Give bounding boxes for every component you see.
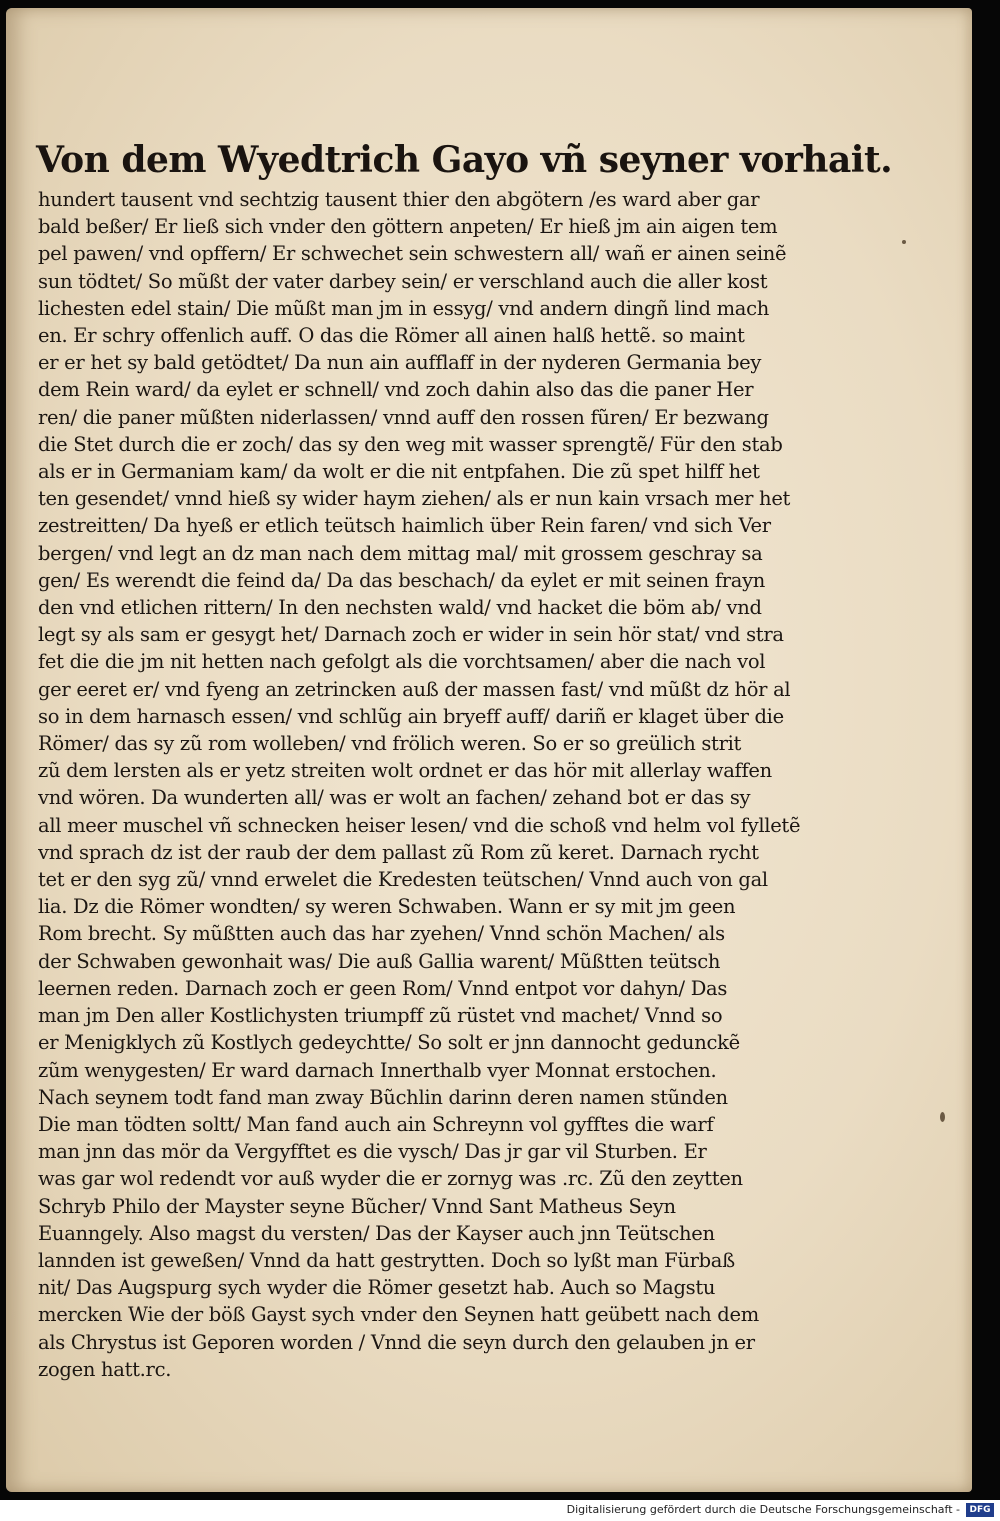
text-line: tet er den syg zũ/ vnnd erwelet die Kredesten teütschen/ Vnnd auch von gal: [38, 868, 768, 892]
text-line: pel pawen/ vnd opffern/ Er schwechet sein schwestern all/ wañ er ainen seinẽ: [38, 242, 787, 266]
text-line: den vnd etlichen rittern/ In den nechsten wald/ vnd hacket die böm ab/ vnd: [38, 596, 762, 620]
text-line: er er het sy bald getödtet/ Da nun ain aufflaff in der nyderen Germania bey: [38, 351, 762, 375]
text-line: er Menigklych zũ Kostlych gedeychtte/ So solt er jnn dannocht gedunckẽ: [38, 1031, 740, 1055]
text-line: fet die die jm nit hetten nach gefolgt als die vorchtsamen/ aber die nach vol: [38, 650, 766, 674]
text-line: mercken Wie der böß Gayst sych vnder den Seynen hatt geübett nach dem: [38, 1303, 759, 1327]
text-line: ger eeret er/ vnd fyeng an zetrincken auß der massen fast/ vnd mũßt dz hör al: [38, 677, 791, 701]
text-line: gen/ Es werendt die feind da/ Da das beschach/ da eylet er mit seinen frayn: [38, 568, 766, 592]
text-line: lannden ist geweßen/ Vnnd da hatt gestrytten. Doch so lyßt man Fürbaß: [38, 1248, 735, 1272]
text-line: hundert tausent vnd sechtzig tausent thier den abgötern /es ward aber gar: [38, 188, 760, 211]
text-line: man jm Den aller Kostlichysten triumpff zũ rüstet vnd machet/ Vnnd so: [38, 1004, 723, 1028]
text-line: Euanngely. Also magst du versten/ Das der Kayser auch jnn Teütschen: [38, 1221, 715, 1245]
text-line: Schryb Philo der Mayster seyne Bũcher/ Vnnd Sant Matheus Seyn: [38, 1194, 676, 1218]
text-line: en. Er schry offenlich auff. O das die Römer all ainen halß hettẽ. so maint: [38, 324, 745, 348]
text-line: legt sy als sam er gesygt het/ Darnach zoch er wider in sein hör stat/ vnd stra: [38, 623, 784, 647]
text-line: was gar wol redendt vor auß wyder die er zornyg was .rc. Zũ den zeytten: [38, 1167, 743, 1191]
text-line: lia. Dz die Römer wondten/ sy weren Schwaben. Wann er sy mit jm geen: [38, 895, 736, 919]
text-line: Die man tödten soltt/ Man fand auch ain Schreynn vol gyfftes die warf: [38, 1112, 714, 1136]
body-text: [38, 186, 942, 1383]
text-line: all meer muschel vñ schnecken heiser lesen/ vnd die schoß vnd helm vol fylletẽ: [38, 813, 801, 837]
text-line: man jnn das mör da Vergyfftet es die vysch/ Das jr gar vil Sturben. Er: [38, 1140, 707, 1164]
text-line: Nach seynem todt fand man zway Bũchlin darinn deren namen stũnden: [38, 1085, 728, 1109]
paper-speck: [940, 1112, 945, 1122]
text-line: zũ dem lersten als er yetz streiten wolt ordnet er das hör mit allerlay waffen: [38, 759, 772, 783]
text-line: als Chrystus ist Geporen worden / Vnnd die seyn durch den gelauben jn er: [38, 1330, 755, 1354]
text-line: so in dem harnasch essen/ vnd schlũg ain bryeff auff/ dariñ er klaget über die: [38, 704, 784, 728]
text-line: lichesten edel stain/ Die mũßt man jm in essyg/ vnd andern dingñ lind mach: [38, 296, 769, 320]
text-line: Rom brecht. Sy mũßtten auch das har zyehen/ Vnnd schön Machen/ als: [38, 922, 725, 946]
text-line: der Schwaben gewonhait was/ Die auß Gallia warent/ Mũßtten teütsch: [38, 949, 721, 973]
text-line: leernen reden. Darnach zoch er geen Rom/ Vnnd entpot vor dahyn/ Das: [38, 976, 728, 1000]
text-line: vnd sprach dz ist der raub der dem pallast zũ Rom zũ keret. Darnach rycht: [38, 840, 759, 864]
text-line: zogen hatt.rc.: [38, 1357, 172, 1381]
text-line: die Stet durch die er zoch/ das sy den weg mit wasser sprengtẽ/ Für den stab: [38, 432, 783, 456]
text-line: dem Rein ward/ da eylet er schnell/ vnd zoch dahin also das die paner Her: [38, 378, 754, 402]
page-heading: Von dem Wyedtrich Gayo vñ seyner vorhait.: [36, 139, 893, 181]
text-line: Römer/ das sy zũ rom wolleben/ vnd frölich weren. So er so greülich strit: [38, 732, 742, 756]
paper-speck: [902, 240, 906, 244]
funding-credit: Digitalisierung gefördert durch die Deutsche Forschungsgemeinschaft -: [566, 1503, 960, 1516]
text-line: vnd wören. Da wunderten all/ was er wolt an fachen/ zehand bot er das sy: [38, 786, 751, 810]
text-line: als er in Germaniam kam/ da wolt er die nit entpfahen. Die zũ spet hilff het: [38, 460, 760, 484]
text-line: zũm wenygesten/ Er ward darnach Innerthalb vyer Monnat erstochen.: [38, 1058, 717, 1082]
text-line: nit/ Das Augspurg sych wyder die Römer gesetzt hab. Auch so Magstu: [38, 1276, 716, 1300]
text-line: bald beßer/ Er ließ sich vnder den göttern anpeten/ Er hieß jm ain aigen tem: [38, 215, 778, 239]
text-line: ren/ die paner mũßten niderlassen/ vnnd auff den rossen fũren/ Er bezwang: [38, 405, 769, 429]
text-line: zestreitten/ Da hyeß er etlich teütsch haimlich über Rein faren/ vnd sich Ver: [38, 514, 771, 538]
text-line: ten gesendet/ vnnd hieß sy wider haym ziehen/ als er nun kain vrsach mer het: [38, 487, 791, 511]
book-page: [6, 8, 972, 1492]
text-line: bergen/ vnd legt an dz man nach dem mittag mal/ mit grossem geschray sa: [38, 541, 763, 565]
text-line: sun tödtet/ So mũßt der vater darbey sein/ er verschland auch die aller kost: [38, 269, 768, 293]
dfg-logo-icon: DFG: [966, 1503, 994, 1517]
footer-bar: [0, 1500, 1000, 1521]
